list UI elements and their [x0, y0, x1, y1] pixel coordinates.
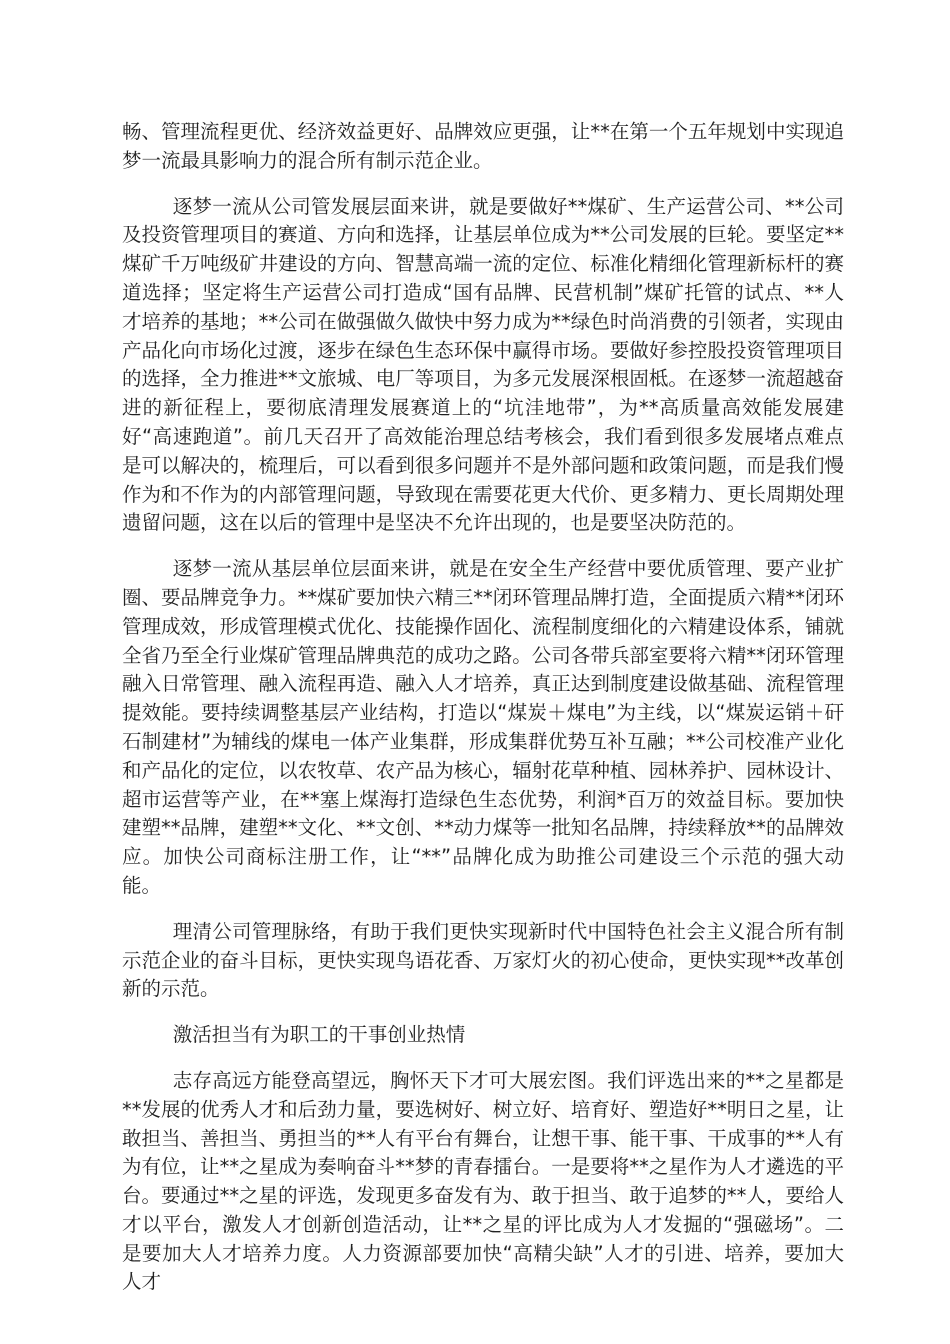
section-heading: 激活担当有为职工的干事创业热情 [172, 1023, 466, 1047]
paragraph-continuation: 畅、管理流程更优、经济效益更好、品牌效应更强，让**在第一个五年规划中实现追梦一流最具影响力的混合所有制示范企业。 [122, 120, 844, 172]
document-body [122, 118, 844, 1314]
paragraph-company-level: 逐梦一流从公司管发展层面来讲，就是要做好**煤矿、生产运营公司、**公司及投资管理项目的赛道、方向和选择，让基层单位成为**公司发展的巨轮。要坚定**煤矿千万吨级矿井建设的方向、智慧高端一流的定位、标准化精细化管理新标杆的赛道选择；坚定将生产运营公司打造成“国有品牌、民营机制”煤矿托管的试点、**人才培养的基地；**公司在做强做久做快中努力成为**绿色时尚消费的引领者，实现由产品化向市场化过渡，逐步在绿色生态环保中赢得市场。要做好参控股投资管理项目的选择，全力推进**文旅城、电厂等项目，为多元发展深根固柢。在逐梦一流超越奋进的新征程上，要彻底清理发展赛道上的“坑洼地带”，为**高质量高效能发展建好“高速跑道”。前几天召开了高效能治理总结考核会，我们看到很多发展堵点难点是可以解决的，梳理后，可以看到很多问题并不是外部问题和政策问题，而是我们慢作为和不作为的内部管理问题，导致现在需要花更大代价、更多精力、更长周期处理遗留问题，这在以后的管理中是坚决不允许出现的，也是要坚决防范的。 [122, 194, 844, 535]
paragraph-management-summary: 理清公司管理脉络，有助于我们更快实现新时代中国特色社会主义混合所有制示范企业的奋斗目标，更快实现鸟语花香、万家灯火的初心使命，更快实现**改革创新的示范。 [122, 919, 844, 1001]
paragraph-grassroots-level: 逐梦一流从基层单位层面来讲，就是在安全生产经营中要优质管理、要产业扩圈、要品牌竞争力。**煤矿要加快六精三**闭环管理品牌打造，全面提质六精**闭环管理成效，形成管理模式优化、技能操作固化、流程制度细化的六精建设体系，铺就全省乃至全行业煤矿管理品牌典范的成功之路。公司各带兵部室要将六精**闭环管理融入日常管理、融入流程再造、融入人才培养，真正达到制度建设做基础、流程管理提效能。要持续调整基层产业结构，打造以“煤炭＋煤电”为主线，以“煤炭运销＋矸石制建材”为辅线的煤电一体产业集群，形成集群优势互补互融；**公司校准产业化和产品化的定位，以农牧草、农产品为核心，辐射花草种植、园林养护、园林设计、超市运营等产业，在**塞上煤海打造绿色生态优势，利润*百万的效益目标。要加快建塑**品牌，建塑**文化、**文创、**动力煤等一批知名品牌，持续释放**的品牌效应。加快公司商标注册工作，让“**”品牌化成为助推公司建设三个示范的强大动能。 [122, 557, 844, 897]
paragraph-talent: 志存高远方能登高望远，胸怀天下才可大展宏图。我们评选出来的**之星都是**发展的优秀人才和后劲力量，要选树好、树立好、培育好、塑造好**明日之星，让敢担当、善担当、勇担当的**人有平台有舞台，让想干事、能干事、干成事的**人有为有位，让**之星成为奏响奋斗**梦的青春擂台。一是要将**之星作为人才遴选的平台。要通过**之星的评选，发现更多奋发有为、敢于担当、敢于追梦的**人，要给人才以平台，激发人才创新创造活动，让**之星的评比成为人才发掘的“强磁场”。二是要加大人才培养力度。人力资源部要加快“高精尖缺”人才的引进、培养，要加大人才 [122, 1068, 844, 1294]
